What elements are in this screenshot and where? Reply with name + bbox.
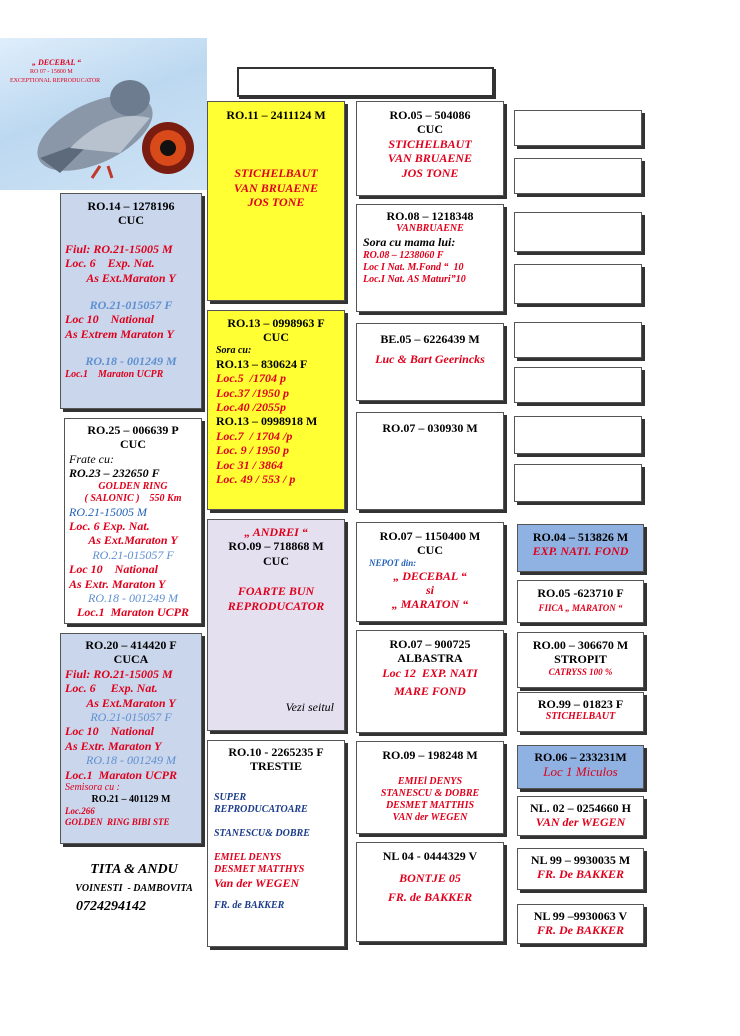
dam-line: Semisora cu : — [65, 781, 120, 793]
dam-line: RO.18 - 001249 M — [86, 753, 176, 768]
g2e-line: „ MARATON “ — [391, 597, 469, 612]
g3a-line: EXP. NATI. FOND — [532, 544, 629, 559]
sibling-son: Fiul: RO.21-15005 M — [65, 241, 173, 256]
dam-card — [60, 633, 202, 844]
g2c-ring: BE.05 – 6226439 M — [380, 332, 480, 346]
sire-line: JOS TONE — [247, 195, 305, 210]
trestie-line: Van der WEGEN — [214, 875, 300, 890]
g3f-line: VAN der WEGEN — [535, 815, 626, 830]
g2a-line: VAN BRUAENE — [387, 151, 473, 166]
g3-empty-box — [514, 322, 642, 358]
g3-card-e — [517, 745, 644, 789]
subject-line: ( SALONIC ) 550 Km — [84, 492, 182, 504]
dam-line: Loc. 6 Exp. Nat. — [65, 681, 158, 696]
dam-line: RO.21 – 401129 M — [91, 793, 171, 805]
sibling-line: Loc. 6 Exp. Nat. — [65, 256, 155, 271]
dam-line: GOLDEN RING BIBI STE — [65, 816, 170, 827]
g2h-line: FR. de BAKKER — [387, 889, 473, 904]
g2g-ring: RO.09 – 198248 M — [382, 748, 478, 762]
g3-empty-box — [514, 464, 642, 502]
g2e-ring: RO.07 – 1150400 M — [379, 529, 481, 543]
owner-block — [66, 862, 202, 916]
g2e-line: si — [425, 582, 434, 597]
g2g-line: DESMET MATTHIS — [385, 800, 475, 812]
g3-empty-box — [514, 158, 642, 194]
g1b-line: Loc. 49 / 553 / p — [216, 471, 296, 486]
g2b-line: RO.08 – 1238060 F — [363, 249, 444, 261]
g3g-line: FR. De BAKKER — [536, 867, 625, 882]
sibling-line: As Ext.Maraton Y — [86, 270, 176, 285]
g1b-line: Loc. 9 / 1950 p — [216, 443, 289, 458]
g3g-ring: NL 99 – 9930035 M — [530, 853, 631, 867]
g3-card-a — [517, 524, 644, 572]
sire-card — [207, 101, 345, 301]
g3-empty-box — [514, 367, 642, 403]
dam-line: As Extr. Maraton Y — [65, 738, 162, 753]
g3-card-d — [517, 692, 644, 732]
g1b-line: Loc.5 /1704 p — [216, 371, 286, 386]
g3d-ring: RO.99 – 01823 F — [537, 697, 624, 711]
sire-line: STICHELBAUT — [234, 166, 318, 181]
owner-phone: 0724294142 — [76, 898, 146, 914]
pigeon-photo-logo — [0, 38, 207, 190]
g2e-line: NEPOT din: — [369, 557, 417, 568]
g3-card-b — [517, 580, 644, 623]
trestie-card — [207, 740, 345, 947]
subject-line: RO.23 – 232650 F — [69, 466, 160, 481]
g2a-ring: RO.05 – 504086 — [389, 108, 471, 122]
g2-card-b — [356, 204, 504, 312]
g3-card-c — [517, 632, 644, 688]
andrei-note: Vezi seitul — [285, 699, 334, 714]
trestie-type: TRESTIE — [249, 759, 303, 774]
g1b-ring: RO.13 – 0998963 F — [227, 316, 325, 330]
dam-line: As Ext.Maraton Y — [86, 695, 176, 710]
owner-name: TITA & ANDU — [90, 862, 178, 877]
trestie-line: EMIEL DENYS — [214, 851, 282, 863]
g2e-line: „ DECEBAL “ — [393, 568, 467, 583]
g3-card-g — [517, 848, 644, 890]
subject-line: GOLDEN RING — [98, 480, 168, 492]
g1b-line: Loc.7 / 1704 /p — [216, 428, 293, 443]
g3b-ring: RO.05 -623710 F — [537, 586, 624, 600]
g3-empty-box — [514, 264, 642, 304]
dam-type: CUCA — [113, 652, 149, 667]
g2-card-e — [356, 522, 504, 622]
g3-card-h — [517, 904, 644, 944]
g2e-type: CUC — [417, 543, 443, 558]
g2h-ring: NL 04 - 0444329 V — [382, 849, 478, 863]
andrei-line: REPRODUCATOR — [227, 598, 325, 613]
g2h-line: BONTJE 05 — [399, 871, 461, 886]
logo-subtitle: EXCEPTIONAL REPRODUCATOR — [10, 78, 101, 84]
subject-line: Loc.1 Maraton UCPR — [76, 605, 189, 620]
g3-empty-box — [514, 416, 642, 454]
g1b-line: Loc.37 /1950 p — [216, 385, 289, 400]
trestie-line: FR. de BAKKER — [214, 900, 285, 912]
g2a-line: STICHELBAUT — [388, 136, 472, 151]
g2g-line: VAN der WEGEN — [392, 812, 468, 824]
g2f-type: ALBASTRA — [397, 651, 463, 666]
sibling-type: CUC — [118, 213, 144, 228]
g2d-ring: RO.07 – 030930 M — [382, 421, 478, 435]
subject-ring: RO.25 – 006639 P — [87, 423, 179, 437]
g3c-type: STROPIT — [554, 652, 607, 667]
g2f-line: Loc 12 EXP. NATI — [382, 665, 478, 680]
trestie-line: SUPER — [214, 791, 247, 803]
g3b-line: FIICA „ MARATON “ — [538, 603, 623, 614]
sibling-card — [60, 193, 202, 409]
g2a-line: JOS TONE — [401, 165, 459, 180]
g2g-line: STANESCU & DOBRE — [380, 788, 480, 800]
dam-line: RO.21-015057 F — [90, 709, 172, 724]
g1b-line: Sora cu: — [216, 344, 252, 356]
trestie-ring: RO.10 - 2265235 F — [228, 745, 324, 759]
sibling-line: RO.18 - 001249 M — [85, 354, 177, 369]
g1b-line: Loc 31 / 3864 — [216, 457, 283, 472]
g1b-line: Loc.40 /2055p — [216, 399, 286, 414]
sibling-line: RO.21-015057 F — [89, 297, 173, 312]
g2b-line: VANBRUAENE — [396, 223, 464, 235]
andrei-card — [207, 519, 345, 731]
owner-place: VOINESTI - DAMBOVITA — [75, 882, 193, 894]
andrei-ring: RO.09 – 718868 M — [228, 539, 324, 554]
trestie-line: REPRODUCATOARE — [214, 803, 308, 815]
andrei-name: „ ANDREI “ — [244, 525, 308, 539]
g3d-line: STICHELBAUT — [545, 711, 616, 723]
sibling-line: Loc.1 Maraton UCPR — [65, 368, 164, 380]
subject-line: RO.21-15005 M — [69, 504, 147, 519]
dam-ring: RO.20 – 414420 F — [85, 638, 177, 652]
subject-type: CUC — [120, 437, 146, 452]
sire-ring: RO.11 – 2411124 M — [226, 108, 326, 122]
g3f-ring: NL. 02 – 0254660 H — [529, 801, 631, 815]
subject-line: Loc 10 National — [69, 562, 158, 577]
g3c-ring: RO.00 – 306670 M — [532, 638, 629, 652]
g2b-line: Loc.I Nat. AS Maturi”10 — [363, 273, 466, 285]
subject-card — [64, 418, 202, 624]
logo-name: „ DECEBAL “ — [32, 58, 82, 67]
g2f-ring: RO.07 – 900725 — [389, 637, 471, 651]
trestie-line: STANESCU& DOBRE — [214, 827, 310, 839]
g3-card-f — [517, 796, 644, 836]
g2-card-a — [356, 101, 504, 196]
g2b-line: Sora cu mama lui: — [363, 235, 456, 250]
g3e-ring: RO.06 – 233231M — [534, 750, 627, 764]
g3c-line: CATRYSS 100 % — [548, 666, 613, 677]
sibling-line: As Extrem Maraton Y — [65, 326, 174, 341]
g2g-line: EMIEl DENYS — [397, 776, 463, 788]
sire-line: VAN BRUAENE — [233, 180, 319, 195]
g2f-line: MARE FOND — [394, 684, 466, 699]
g2b-ring: RO.08 – 1218348 — [386, 209, 474, 223]
title-prefix — [330, 96, 416, 97]
sibling-line: Loc 10 National — [65, 312, 154, 327]
subject-line: Frate cu: — [69, 451, 114, 466]
subject-line: RO.18 - 001249 M — [88, 590, 178, 605]
g2b-line: Loc I Nat. M.Fond “ 10 — [363, 261, 464, 273]
g3h-ring: NL 99 –9930063 V — [533, 909, 628, 923]
g3a-ring: RO.04 – 513826 M — [532, 530, 629, 544]
sibling-ring: RO.14 – 1278196 — [87, 199, 175, 213]
g2a-type: CUC — [417, 122, 443, 137]
g3-empty-box — [514, 212, 642, 252]
g2c-line: Luc & Bart Geerincks — [375, 352, 485, 367]
dam-line: Loc 10 National — [65, 724, 154, 739]
subject-line: As Extr. Maraton Y — [69, 576, 166, 591]
g2-card-f — [356, 630, 504, 733]
g1b-type: CUC — [263, 330, 289, 345]
dam-line: Loc.266 — [65, 805, 95, 816]
dam-line: Fiul: RO.21-15005 M — [65, 666, 173, 681]
andrei-line: FOARTE BUN — [237, 584, 315, 599]
subject-line: As Ext.Maraton Y — [88, 533, 178, 548]
g3h-line: FR. De BAKKER — [536, 923, 625, 938]
g1b-line: RO.13 – 830624 F — [216, 356, 308, 371]
dam-line: Loc.1 Maraton UCPR — [65, 767, 178, 782]
g2-card-g — [356, 741, 504, 834]
subject-line: RO.21-015057 F — [92, 547, 174, 562]
g3e-line: Loc 1 Miculos — [543, 764, 618, 780]
g2-card-d — [356, 412, 504, 510]
subject-line: Loc. 6 Exp. Nat. — [69, 518, 150, 533]
pedigree-title — [237, 67, 494, 97]
trestie-line: DESMET MATTHYS — [214, 863, 305, 875]
andrei-type: CUC — [263, 553, 289, 568]
g1b-line: RO.13 – 0998918 M — [216, 414, 318, 429]
g3-empty-box — [514, 110, 642, 146]
logo-ring: RO 07 - 15800 M — [30, 69, 73, 75]
g2-card-c — [356, 323, 504, 401]
g1-dam-card — [207, 310, 345, 510]
g2-card-h — [356, 842, 504, 942]
